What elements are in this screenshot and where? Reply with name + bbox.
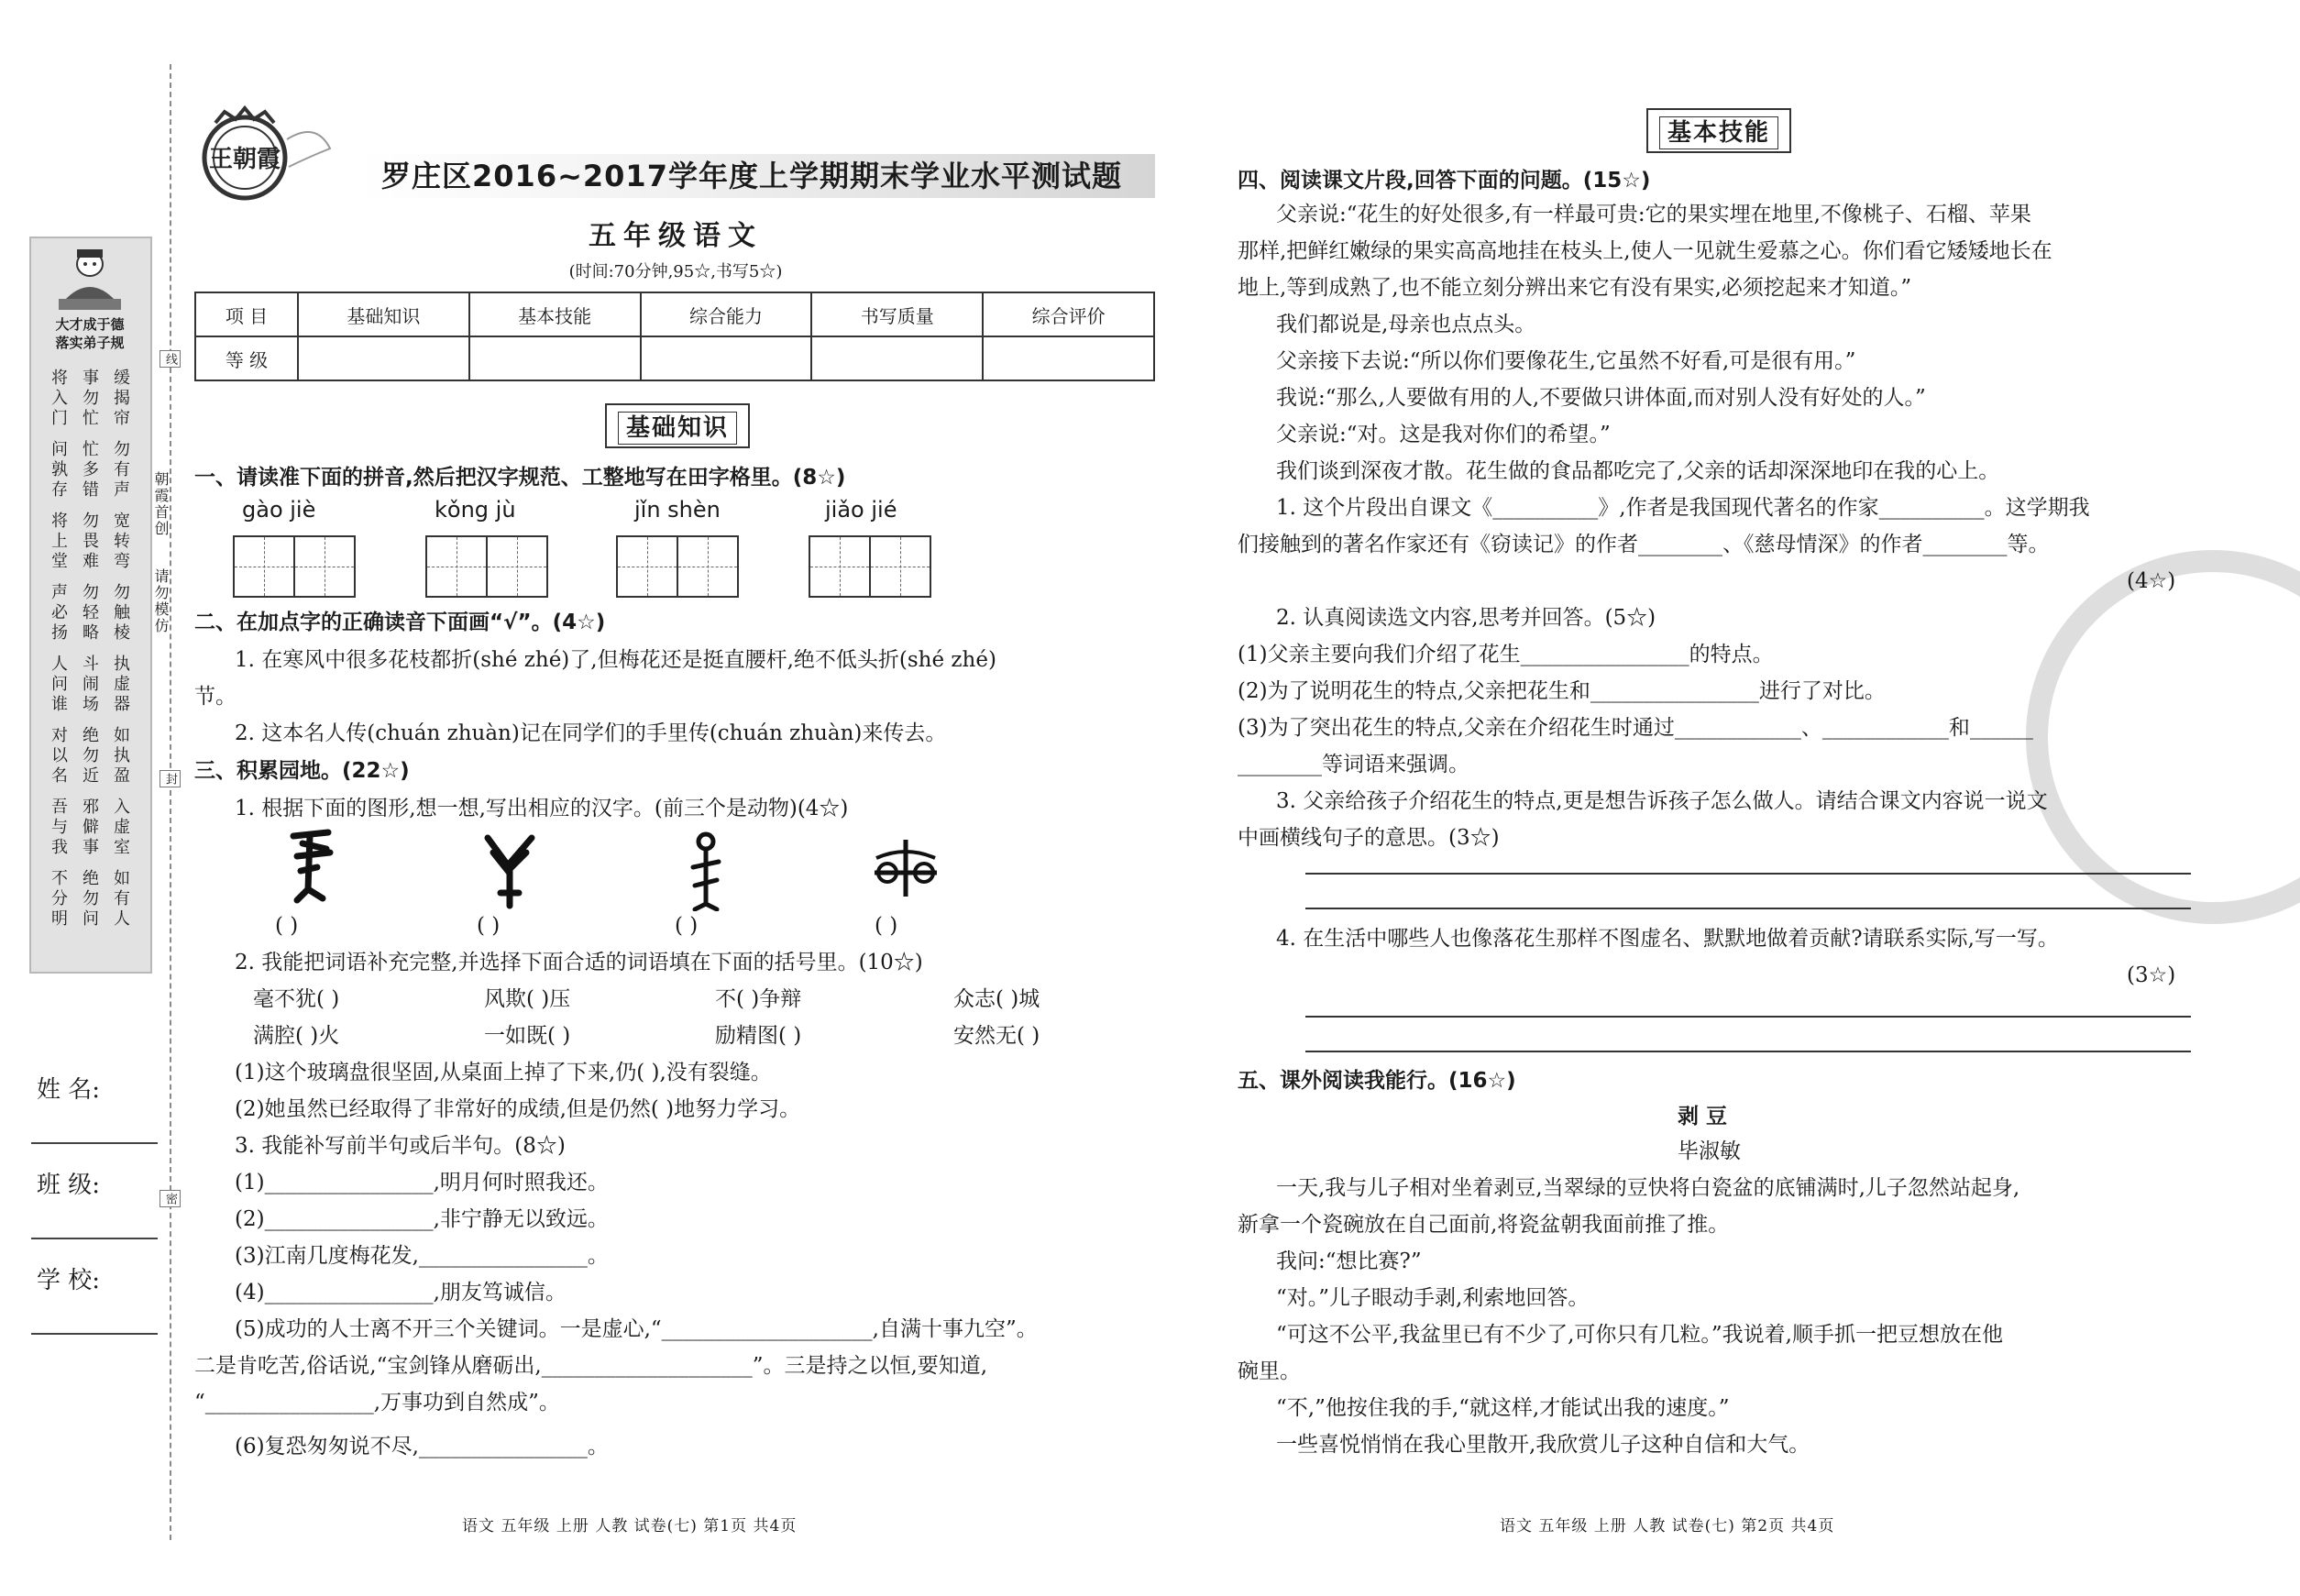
name-label: 姓 名:: [37, 1076, 101, 1104]
q3-2-prompt: 2. 我能把词语补充完整,并选择下面合适的词语填在下面的括号里。(10☆): [235, 951, 923, 974]
idiom-8[interactable]: 安然无( ): [953, 1024, 1040, 1048]
motto-char: 宽: [114, 512, 130, 531]
motto-char: 忙: [83, 440, 99, 459]
seal-tag: 封: [160, 770, 181, 787]
section-basic-knowledge: [605, 403, 750, 448]
motto-char: 缓: [114, 369, 130, 388]
motto-char: 明: [51, 909, 68, 929]
q2-title: 二、在加点字的正确读音下面画“√”。(4☆): [194, 611, 606, 634]
scholar-illustration-icon: [46, 246, 134, 314]
tianzi-grid-cell[interactable]: [293, 535, 356, 598]
motto-char: 入: [51, 389, 68, 408]
grade-cell[interactable]: [811, 336, 983, 380]
motto-char: 转: [114, 532, 130, 551]
q4-1-score: (4☆): [2127, 569, 2176, 593]
q3-2-sentence-1: (1)这个玻璃盘很坚固,从桌面上掉了下来,仍( ),没有裂缝。: [235, 1061, 772, 1084]
idiom-5[interactable]: 满腔( )火: [253, 1024, 340, 1048]
motto-char: 斗: [83, 655, 99, 674]
motto-char: 事: [83, 838, 99, 857]
section-basic-label: 基础知识: [618, 412, 737, 445]
idiom-1[interactable]: 毫不犹( ): [253, 987, 340, 1011]
q4-2-3a[interactable]: (3)为了突出花生的特点,父亲在介绍花生时通过____________、____________和______: [1238, 716, 2033, 740]
q4-4-prompt: 4. 在生活中哪些人也像落花生那样不图虚名、默默地做着贡献?请联系实际,写一写。: [1276, 927, 2059, 951]
motto-char: 扬: [51, 623, 68, 643]
poem-fill-5a[interactable]: (5)成功的人士离不开三个关键词。一是虚心,“____________________,自满十事九空”。: [235, 1317, 1038, 1341]
motto-column: [44, 369, 75, 941]
motto-char: 绝: [83, 726, 99, 745]
motto-char: 室: [114, 838, 130, 857]
poem-fill-6[interactable]: (6)复恐匆匆说不尽,________________。: [235, 1435, 609, 1458]
tianzi-grid-cell[interactable]: [869, 535, 931, 598]
score-table: [194, 292, 1155, 381]
q4-title: 四、阅读课文片段,回答下面的问题。(15☆): [1238, 169, 1651, 193]
q4-3b: 中画横线句子的意思。(3☆): [1238, 826, 1500, 850]
tianzi-grid-cell[interactable]: [677, 535, 739, 598]
motto-char: 如: [114, 726, 130, 745]
motto-char: 绝: [83, 869, 99, 888]
exam-subtitle: 五年级语文: [589, 220, 763, 252]
class-label: 班 级:: [37, 1172, 101, 1199]
idiom-6[interactable]: 一如既( ): [484, 1024, 571, 1048]
oracle-glyph-1-icon: [284, 825, 339, 908]
answer-line[interactable]: [1305, 1016, 2191, 1018]
story-line-6: 碗里。: [1238, 1359, 1301, 1383]
passage-line-2: 那样,把鲜红嫩绿的果实高高地挂在枝头上,使人一见就生爱慕之心。你们看它矮矮地长在: [1238, 239, 2052, 263]
motto-char: 谁: [51, 695, 68, 714]
grade-cell[interactable]: [469, 336, 641, 380]
q4-2-1[interactable]: (1)父亲主要向我们介绍了花生________________的特点。: [1238, 643, 1774, 666]
class-field-line[interactable]: [31, 1238, 158, 1239]
motto-char: 略: [83, 623, 99, 643]
q3-3-prompt: 3. 我能补写前半句或后半句。(8☆): [235, 1134, 566, 1158]
binding-dashed-line: [170, 64, 171, 1540]
motto-char: 将: [51, 369, 68, 388]
motto-char: 以: [51, 746, 68, 765]
motto-char: 勿: [83, 889, 99, 908]
motto-char: 我: [51, 838, 68, 857]
motto-char: 触: [114, 603, 130, 622]
oracle-glyph-2-icon: [480, 829, 541, 909]
q2-item-1: 1. 在寒风中很多花枝都折(shé zhé)了,但梅花还是挺直腰杆,绝不低头折(shé zhé): [235, 648, 996, 672]
motto-char: 不: [51, 869, 68, 888]
motto-char: 畏: [83, 532, 99, 551]
motto-char: 勿: [114, 440, 130, 459]
table-cell: 综合能力: [641, 292, 812, 336]
q3-1-prompt: 1. 根据下面的图形,想一想,写出相应的汉字。(前三个是动物)(4☆): [235, 797, 849, 820]
answer-line[interactable]: [1305, 908, 2191, 909]
motto-char: 弯: [114, 552, 130, 571]
motto-char: 忙: [83, 409, 99, 428]
passage-line-3: 地上,等到成熟了,也不能立刻分辨出来它有没有果实,必须挖起来才知道。”: [1238, 276, 1912, 300]
glyph-answer-4[interactable]: ( ): [875, 914, 898, 938]
table-cell: 综合评价: [983, 292, 1154, 336]
motto-char: 难: [83, 552, 99, 571]
table-cell: 基本技能: [469, 292, 641, 336]
score-table-header-row: [195, 292, 1154, 336]
table-cell: 项 目: [195, 292, 298, 336]
passage-line-7: 父亲说:“对。这是我对你们的希望。”: [1276, 423, 1611, 446]
vertical-note-2: 请勿模仿: [152, 568, 170, 634]
motto-char: 场: [83, 695, 99, 714]
tianzi-grid-cell[interactable]: [809, 535, 871, 598]
vertical-note-1: 朝霞首创: [152, 471, 170, 537]
motto-title: 大才成于德 落实弟子规: [55, 316, 125, 351]
motto-char: 轻: [83, 603, 99, 622]
q5-title: 五、课外阅读我能行。(16☆): [1238, 1069, 1516, 1093]
oracle-glyph-3-icon: [686, 831, 728, 911]
q4-2-prompt: 2. 认真阅读选文内容,思考并回答。(5☆): [1276, 606, 1656, 630]
motto-char: 虚: [114, 675, 130, 694]
idiom-4[interactable]: 众志( )城: [953, 987, 1040, 1011]
motto-char: 人: [114, 909, 130, 929]
idiom-2[interactable]: 风欺( )压: [484, 987, 571, 1011]
q4-2-2[interactable]: (2)为了说明花生的特点,父亲把花生和________________进行了对比。: [1238, 679, 1886, 703]
poem-fill-5b[interactable]: 二是肯吃苦,俗话说,“宝剑锋从磨砺出,____________________”。三是持之以恒,要知道,: [194, 1354, 988, 1378]
motto-char: 勿: [83, 512, 99, 531]
motto-column: [75, 369, 106, 941]
exam-info: (时间:70分钟,95☆,书写5☆): [568, 262, 783, 281]
watermark-seal-icon: [2026, 550, 2300, 924]
oracle-glyph-4-icon: [869, 836, 942, 900]
glyph-answer-1[interactable]: ( ): [275, 914, 299, 938]
story-line-7: “不,”他按住我的手,“就这样,才能试出我的速度。”: [1276, 1396, 1730, 1420]
q4-1a[interactable]: 1. 这个片段出自课文《__________》,作者是我国现代著名的作家__________。这学期我: [1276, 496, 2090, 520]
motto-char: 如: [114, 869, 130, 888]
motto-char: 将: [51, 512, 68, 531]
passage-line-4: 我们都说是,母亲也点点头。: [1276, 313, 1536, 336]
motto-char: 盈: [114, 766, 130, 786]
motto-char: 勿: [83, 389, 99, 408]
pinyin-4: jiǎo jié: [825, 497, 897, 523]
motto-char: 对: [51, 726, 68, 745]
motto-char: 吾: [51, 798, 68, 817]
passage-line-6: 我说:“那么,人要做有用的人,不要做只讲体面,而对别人没有好处的人。”: [1276, 386, 1926, 410]
section-skill-label: 基本技能: [1659, 116, 1778, 149]
answer-line[interactable]: [1305, 1051, 2191, 1052]
motto-char: 门: [51, 409, 68, 428]
story-line-3: 我问:“想比赛?”: [1276, 1249, 1422, 1273]
glyph-answer-2[interactable]: ( ): [477, 914, 501, 938]
q4-1b[interactable]: 们接触到的著名作家还有《窃读记》的作者________、《慈母情深》的作者________等。: [1238, 533, 2050, 556]
score-table-grade-row: [195, 336, 1154, 380]
motto-char: 问: [51, 440, 68, 459]
idiom-3[interactable]: 不( )争辩: [715, 987, 802, 1011]
poem-fill-5c[interactable]: “________________,万事功到自然成”。: [194, 1391, 560, 1414]
table-cell: 等 级: [195, 336, 298, 380]
motto-char: 多: [83, 460, 99, 479]
school-label: 学 校:: [37, 1267, 101, 1294]
motto-char: 有: [114, 460, 130, 479]
exam-title: 罗庄区2016~2017学年度上学期期末学业水平测试题: [381, 159, 1122, 193]
story-line-2: 新拿一个瓷碗放在自己面前,将瓷盆朝我面前推了推。: [1238, 1213, 1730, 1237]
q1-title: 一、请读准下面的拼音,然后把汉字规范、工整地写在田字格里。(8☆): [194, 466, 846, 490]
tianzi-grid-cell[interactable]: [486, 535, 548, 598]
table-cell: 基础知识: [298, 292, 469, 336]
motto-char: 事: [83, 369, 99, 388]
grade-cell[interactable]: [641, 336, 812, 380]
name-field-line[interactable]: [31, 1142, 158, 1144]
q4-3a: 3. 父亲给孩子介绍花生的特点,更是想告诉孩子怎么做人。请结合课文内容说一说文: [1276, 789, 2048, 813]
pinyin-1: gào jiè: [242, 497, 316, 523]
motto-char: 问: [83, 909, 99, 929]
glyph-answer-3[interactable]: ( ): [675, 914, 699, 938]
idiom-7[interactable]: 励精图( ): [715, 1024, 802, 1048]
poem-fill-1[interactable]: (1)________________,明月何时照我还。: [235, 1171, 609, 1194]
motto-char: 勿: [83, 583, 99, 602]
brand-logo-icon: [188, 103, 335, 204]
section-basic-skill: [1646, 108, 1791, 153]
q4-4-score: (3☆): [2127, 963, 2176, 987]
motto-char: 有: [114, 889, 130, 908]
motto-char: 闹: [83, 675, 99, 694]
motto-char: 棱: [114, 623, 130, 643]
motto-char: 器: [114, 695, 130, 714]
q2-item-2: 2. 这本名人传(chuán zhuàn)记在同学们的手里传(chuán zhuàn)来传去。: [235, 721, 947, 745]
school-field-line[interactable]: [31, 1333, 158, 1335]
motto-char: 名: [51, 766, 68, 786]
story-title: 剥 豆: [1678, 1104, 1728, 1128]
motto-char: 上: [51, 532, 68, 551]
secret-tag: 密: [160, 1190, 181, 1207]
motto-char: 僻: [83, 818, 99, 837]
motto-char: 虚: [114, 818, 130, 837]
motto-columns: [44, 369, 138, 941]
motto-char: 人: [51, 655, 68, 674]
story-line-4: “对。”儿子眼动手剥,利索地回答。: [1276, 1286, 1590, 1310]
motto-char: 入: [114, 798, 130, 817]
motto-char: 执: [114, 746, 130, 765]
motto-char: 近: [83, 766, 99, 786]
motto-char: 必: [51, 603, 68, 622]
page2-footer: 语文 五年级 上册 人教 试卷(七) 第2页 共4页: [1500, 1517, 1835, 1535]
motto-char: 与: [51, 818, 68, 837]
passage-line-8: 我们谈到深夜才散。花生做的食品都吃完了,父亲的话却深深地印在我的心上。: [1276, 459, 2000, 483]
poem-fill-4[interactable]: (4)________________,朋友笃诚信。: [235, 1281, 567, 1304]
grade-cell[interactable]: [298, 336, 469, 380]
poem-fill-2[interactable]: (2)________________,非宁静无以致远。: [235, 1207, 609, 1231]
seal-line-tag: 线: [160, 350, 181, 368]
q2-item-1-end: 节。: [194, 685, 237, 709]
pinyin-2: kǒng jù: [435, 497, 516, 523]
q3-title: 三、积累园地。(22☆): [194, 759, 410, 783]
motto-char: 勿: [83, 746, 99, 765]
answer-line[interactable]: [1305, 873, 2191, 875]
q3-2-sentence-2: (2)她虽然已经取得了非常好的成绩,但是仍然( )地努力学习。: [235, 1097, 801, 1121]
motto-char: 错: [83, 480, 99, 500]
motto-char: 帘: [114, 409, 130, 428]
motto-char: 执: [114, 655, 130, 674]
motto-column: [106, 369, 138, 941]
logo-text: 王朝霞: [208, 146, 281, 173]
passage-line-5: 父亲接下去说:“所以你们要像花生,它虽然不好看,可是很有用。”: [1276, 349, 1856, 373]
tianzi-grid-cell[interactable]: [616, 535, 678, 598]
tianzi-grid-cell[interactable]: [425, 535, 488, 598]
table-cell: 书写质量: [811, 292, 983, 336]
tianzi-grid-cell[interactable]: [233, 535, 295, 598]
story-line-8: 一些喜悦悄悄在我心里散开,我欣赏儿子这种自信和大气。: [1276, 1433, 1810, 1457]
motto-char: 堂: [51, 552, 68, 571]
q4-2-3b[interactable]: ________等词语来强调。: [1238, 753, 1469, 776]
motto-char: 孰: [51, 460, 68, 479]
story-author: 毕淑敏: [1678, 1139, 1741, 1163]
motto-char: 勿: [114, 583, 130, 602]
pinyin-3: jǐn shèn: [634, 497, 721, 523]
grade-cell[interactable]: [983, 336, 1154, 380]
motto-char: 邪: [83, 798, 99, 817]
motto-char: 声: [114, 480, 130, 500]
page1-footer: 语文 五年级 上册 人教 试卷(七) 第1页 共4页: [462, 1517, 798, 1535]
story-line-5: “可这不公平,我盆里已有不少了,可你只有几粒。”我说着,顺手抓一把豆想放在他: [1276, 1323, 2003, 1347]
story-line-1: 一天,我与儿子相对坐着剥豆,当翠绿的豆快将白瓷盆的底铺满时,儿子忽然站起身,: [1276, 1176, 2020, 1200]
passage-line-1: 父亲说:“花生的好处很多,有一样最可贵:它的果实埋在地里,不像桃子、石榴、苹果: [1276, 203, 2031, 226]
poem-fill-3[interactable]: (3)江南几度梅花发,________________。: [235, 1244, 609, 1268]
motto-char: 揭: [114, 389, 130, 408]
motto-char: 存: [51, 480, 68, 500]
motto-char: 问: [51, 675, 68, 694]
motto-char: 声: [51, 583, 68, 602]
motto-char: 分: [51, 889, 68, 908]
